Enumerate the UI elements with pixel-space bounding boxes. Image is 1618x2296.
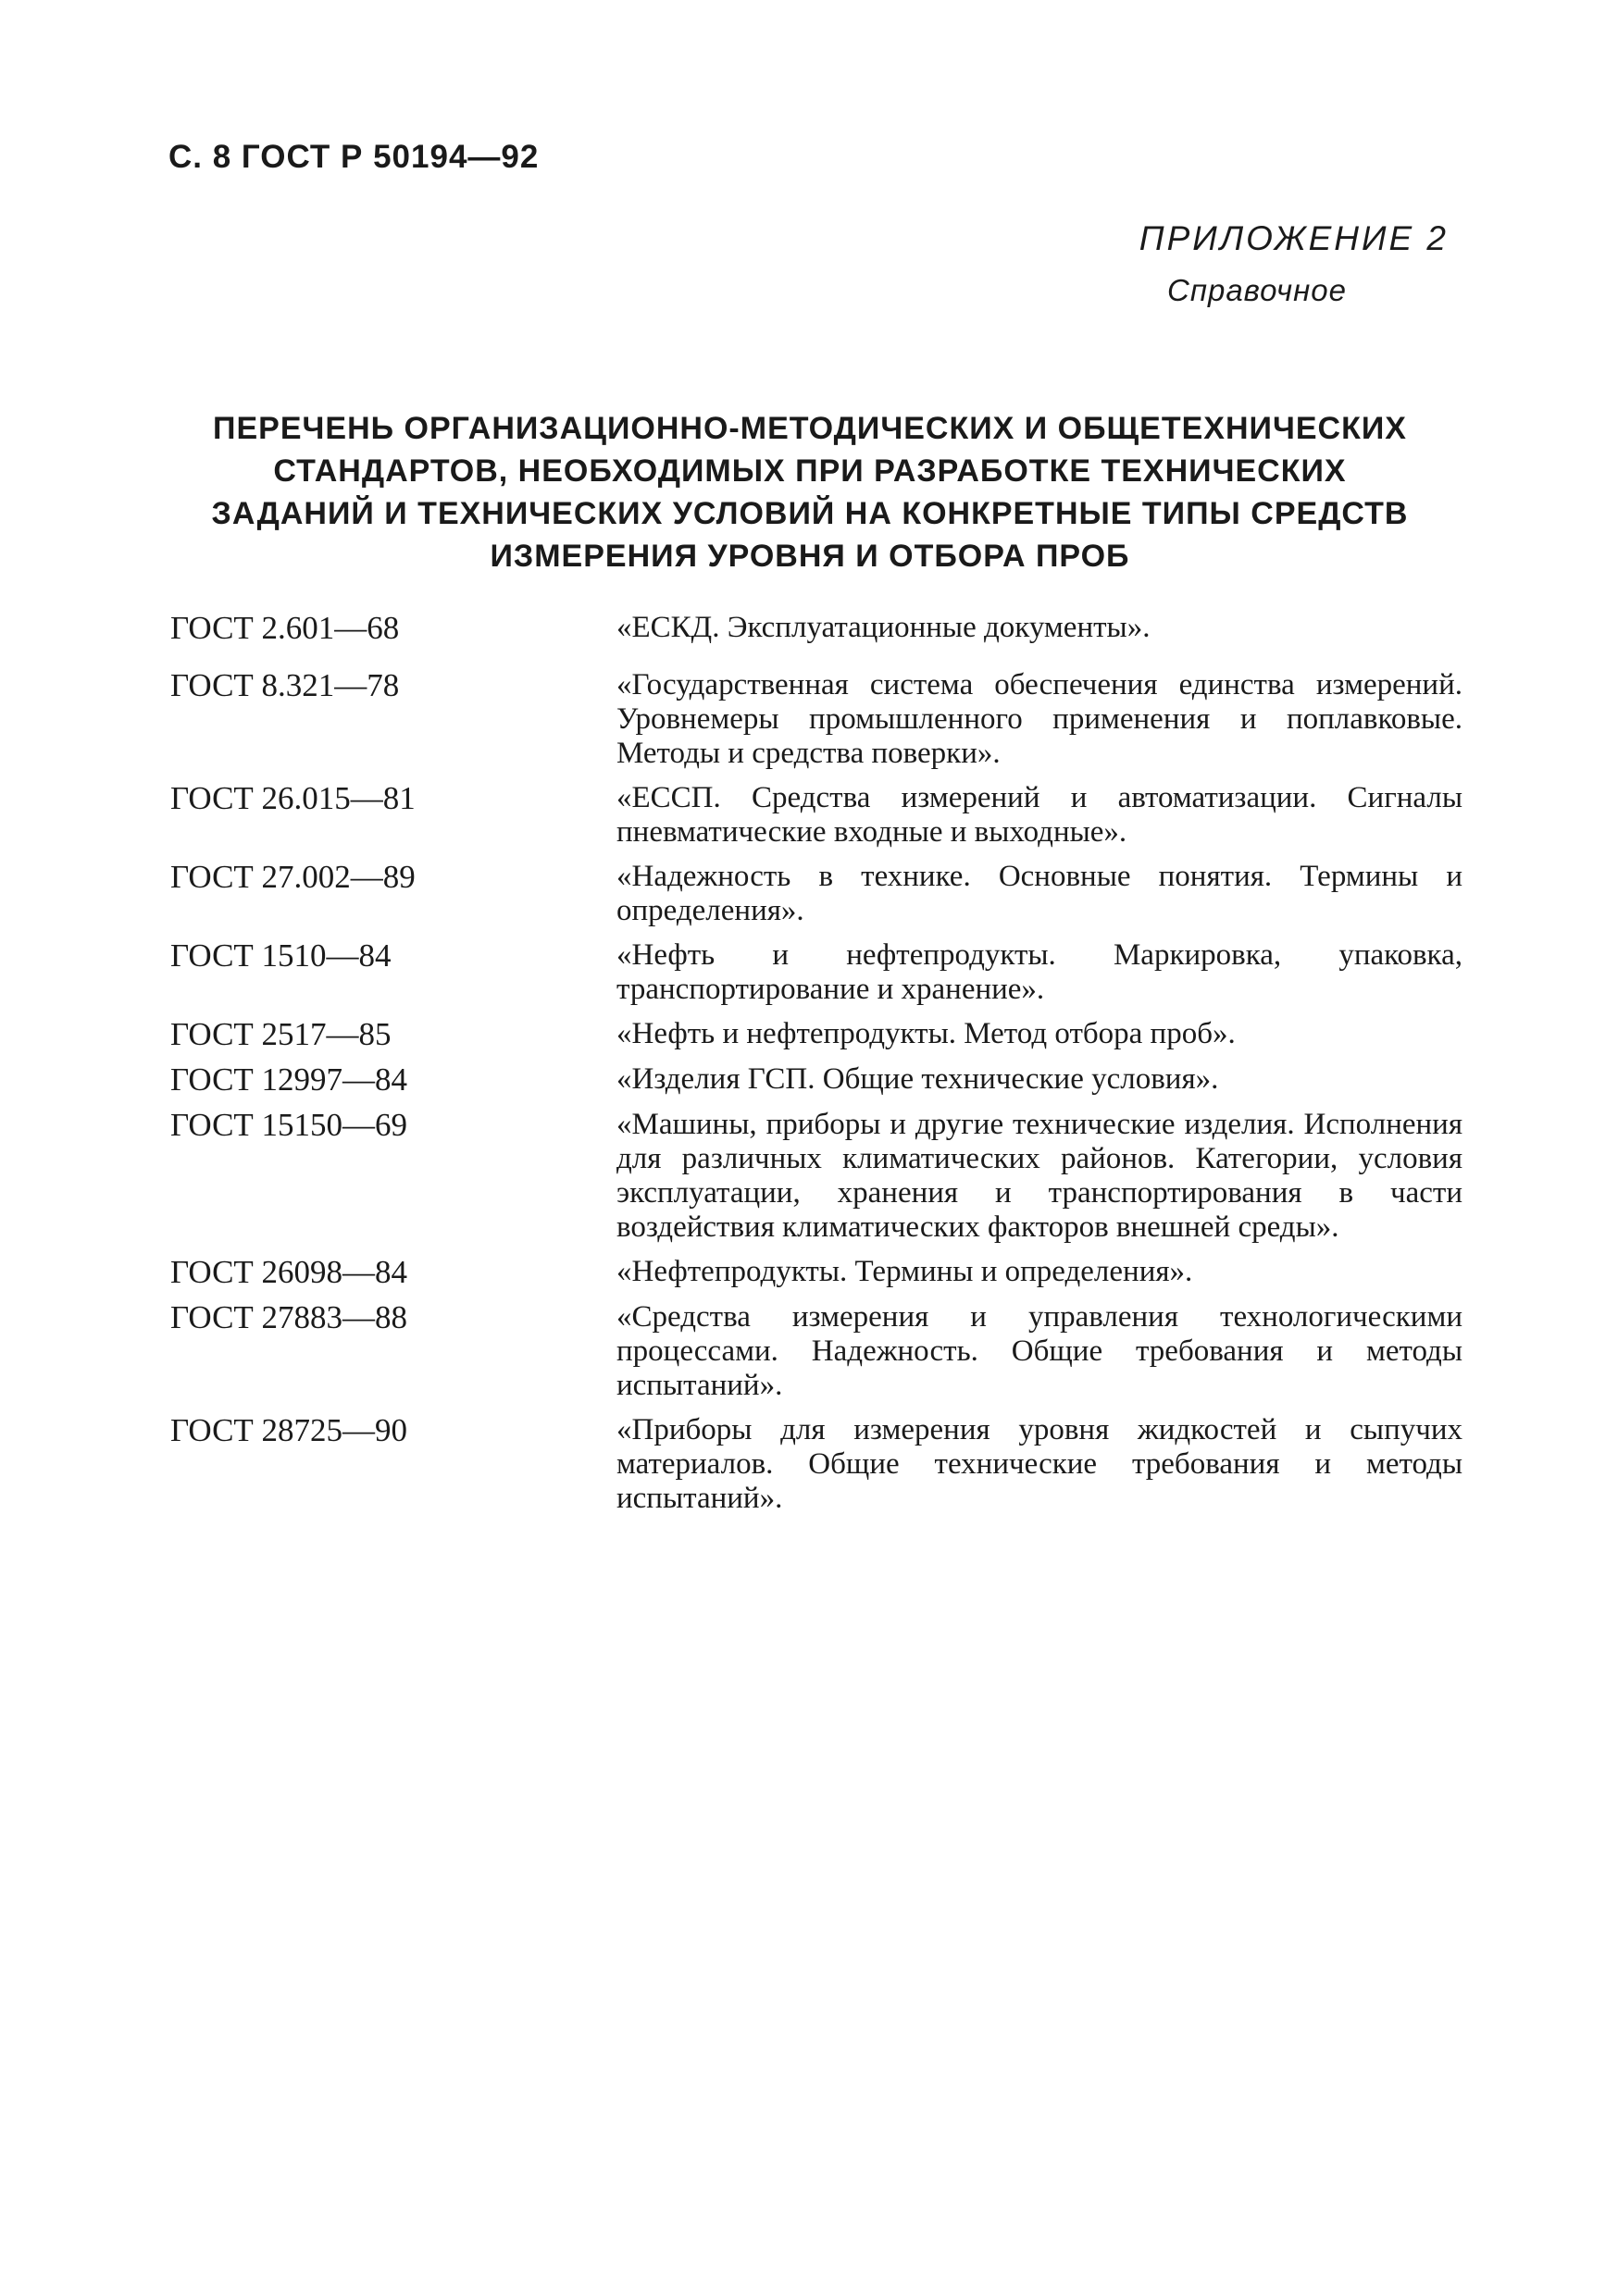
standard-code: ГОСТ 12997—84 bbox=[170, 1061, 408, 1098]
standard-row bbox=[170, 1108, 1462, 1245]
standard-code: ГОСТ 2.601—68 bbox=[170, 610, 400, 646]
standard-code: ГОСТ 26.015—81 bbox=[170, 780, 416, 816]
appendix-subtitle: Справочное bbox=[1166, 273, 1347, 307]
standard-title: «Средства измерения и управления технологическими процессами. Надежность. Общие требования и методы испытаний». bbox=[616, 1300, 1462, 1402]
document-title-line: ПЕРЕЧЕНЬ ОРГАНИЗАЦИОННО-МЕТОДИЧЕСКИХ И ОБЩЕТЕХНИЧЕСКИХ bbox=[213, 411, 1407, 446]
appendix-heading bbox=[1139, 217, 1449, 313]
standard-title: «ЕССП. Средства измерений и автоматизации. Сигналы пневматические входные и выходные». bbox=[616, 781, 1462, 849]
standard-row bbox=[170, 668, 1462, 771]
standard-title: «Нефтепродукты. Термины и определения». bbox=[616, 1255, 1193, 1288]
standard-title: «Нефть и нефтепродукты. Маркировка, упаковка, транспортирование и хранение». bbox=[616, 938, 1462, 1006]
standard-title: «Государственная система обеспечения единства измерений. Уровнемеры промышленного применения и поплавковые. Методы и средства поверки». bbox=[616, 668, 1462, 770]
standard-code: ГОСТ 26098—84 bbox=[170, 1254, 408, 1290]
document-title bbox=[148, 407, 1472, 577]
standard-title: «Надежность в технике. Основные понятия. Термины и определения». bbox=[616, 860, 1462, 927]
standard-row bbox=[170, 860, 1462, 928]
standard-title: «ЕСКД. Эксплуатационные документы». bbox=[616, 611, 1151, 644]
standards-list bbox=[170, 611, 1462, 1526]
standard-row bbox=[170, 1255, 1462, 1290]
standard-title: «Изделия ГСП. Общие технические условия». bbox=[616, 1062, 1219, 1096]
appendix-title: ПРИЛОЖЕНИЕ 2 bbox=[1139, 219, 1449, 257]
standard-row bbox=[170, 1413, 1462, 1516]
document-title-line: ЗАДАНИЙ И ТЕХНИЧЕСКИХ УСЛОВИЙ НА КОНКРЕТНЫЕ ТИПЫ СРЕДСТВ bbox=[211, 496, 1409, 531]
standard-title: «Нефть и нефтепродукты. Метод отбора проб». bbox=[616, 1017, 1236, 1050]
document-title-line: СТАНДАРТОВ, НЕОБХОДИМЫХ ПРИ РАЗРАБОТКЕ ТЕХНИЧЕСКИХ bbox=[273, 453, 1347, 489]
document-title-line: ИЗМЕРЕНИЯ УРОВНЯ И ОТБОРА ПРОБ bbox=[490, 539, 1130, 574]
standard-code: ГОСТ 1510—84 bbox=[170, 937, 392, 974]
standard-code: ГОСТ 28725—90 bbox=[170, 1412, 408, 1448]
standard-row bbox=[170, 781, 1462, 850]
standard-row bbox=[170, 1017, 1462, 1052]
standard-code: ГОСТ 8.321—78 bbox=[170, 667, 400, 703]
page-header: С. 8 ГОСТ Р 50194—92 bbox=[168, 139, 540, 175]
standard-code: ГОСТ 2517—85 bbox=[170, 1016, 392, 1052]
standard-code: ГОСТ 27.002—89 bbox=[170, 859, 416, 895]
standard-code: ГОСТ 15150—69 bbox=[170, 1107, 408, 1143]
standard-row bbox=[170, 611, 1462, 646]
standard-title: «Приборы для измерения уровня жидкостей и сыпучих материалов. Общие технические требования и методы испытаний». bbox=[616, 1413, 1462, 1515]
standard-row bbox=[170, 938, 1462, 1007]
standard-code: ГОСТ 27883—88 bbox=[170, 1299, 408, 1335]
standard-title: «Машины, приборы и другие технические изделия. Исполнения для различных климатических районов. Категории, условия эксплуатации, хранения и транспортирования в части воздействия климатических факторов внешней среды». bbox=[616, 1108, 1462, 1244]
standard-row bbox=[170, 1062, 1462, 1098]
standard-row bbox=[170, 1300, 1462, 1403]
